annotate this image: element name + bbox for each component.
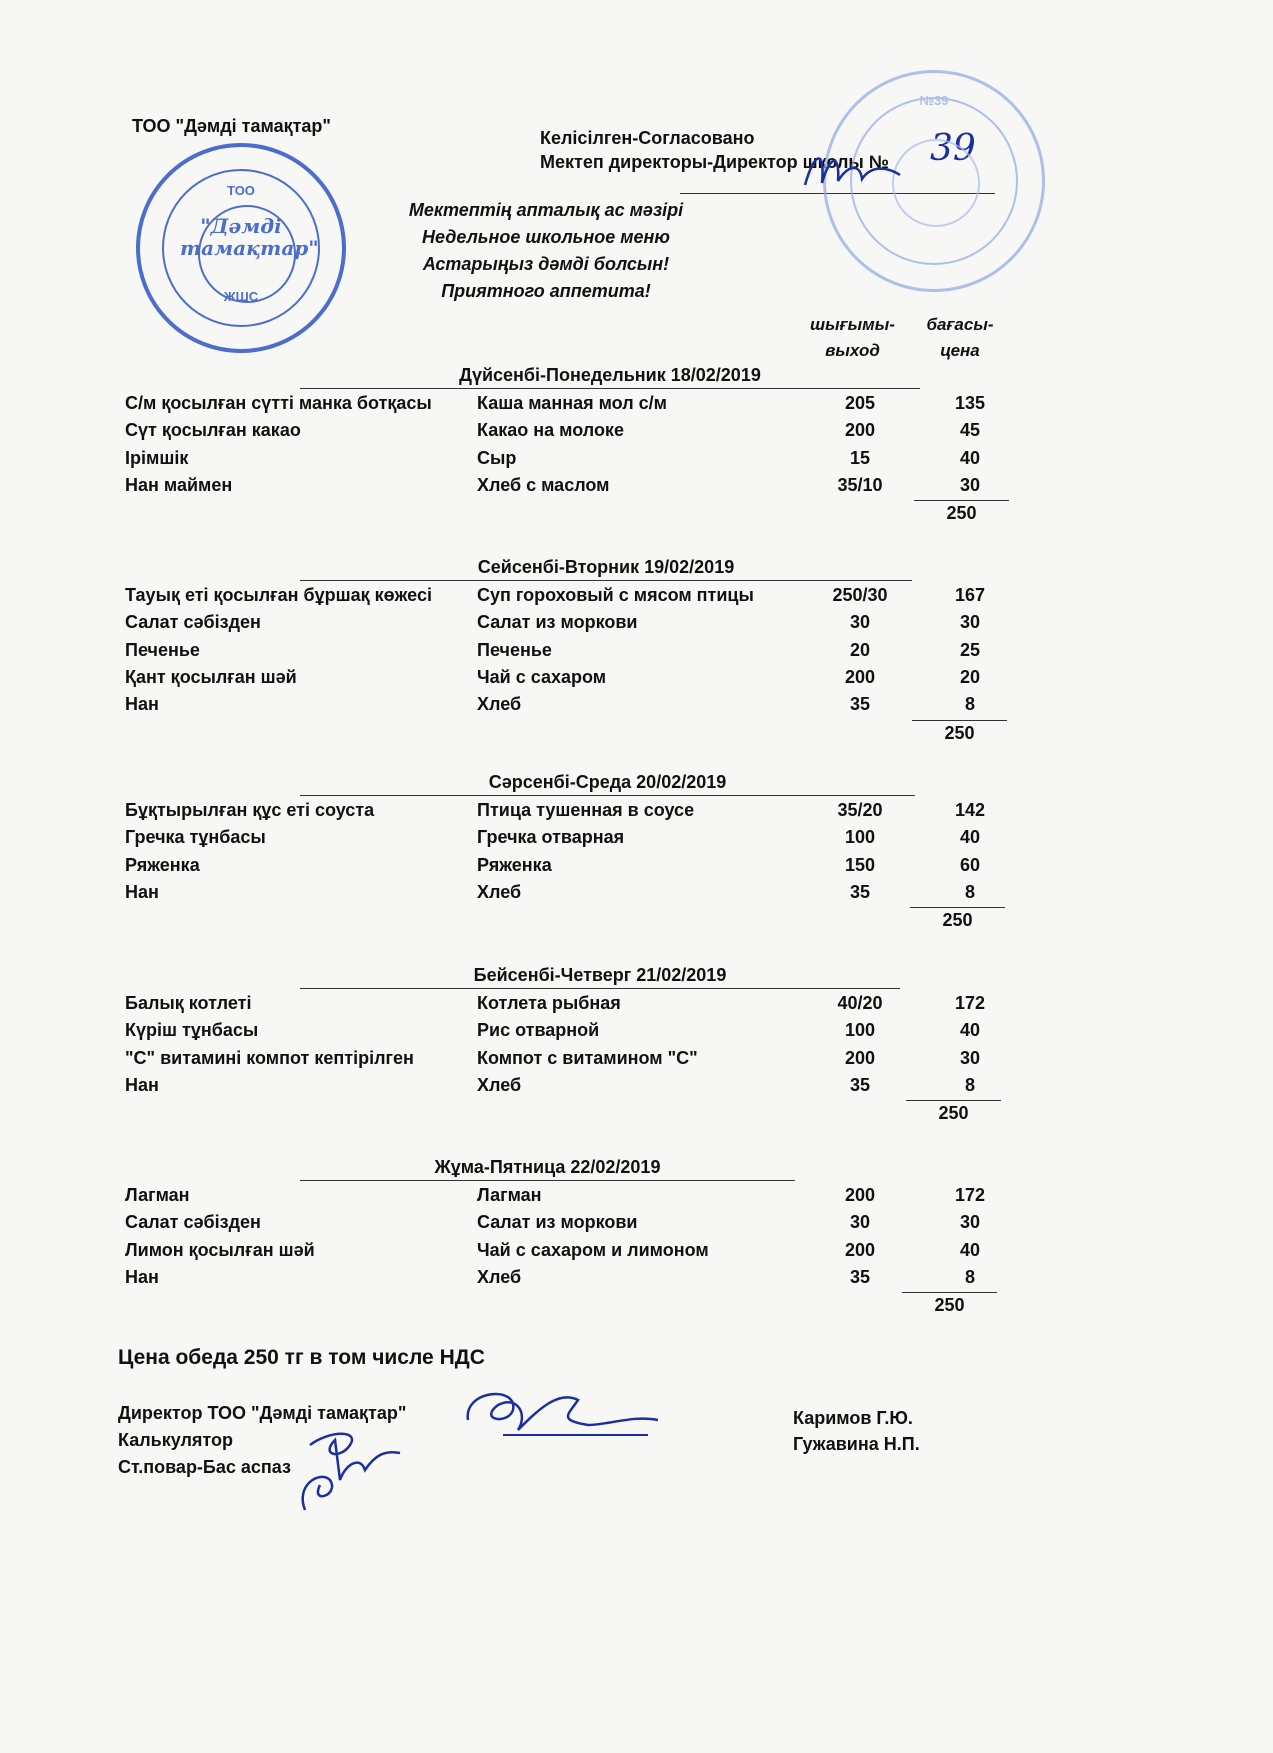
dish-name-ru: Хлеб bbox=[477, 1074, 522, 1095]
company-seal bbox=[136, 143, 346, 353]
dish-price: 167 bbox=[954, 585, 986, 605]
lunch-price-note: Цена обеда 250 тг в том числе НДС bbox=[118, 1346, 485, 1369]
menu-row bbox=[125, 1267, 1025, 1294]
price-header-ru: цена bbox=[940, 341, 980, 360]
dish-price: 40 bbox=[959, 1020, 981, 1041]
dish-output: 15 bbox=[849, 447, 871, 468]
dish-output: 205 bbox=[844, 393, 876, 413]
day-title: Сәрсенбі-Среда 20/02/2019 bbox=[300, 772, 915, 796]
output-header-kz: шығымы- bbox=[810, 315, 895, 334]
dish-name-kz: Гречка тұнбасы bbox=[125, 827, 266, 848]
menu-row bbox=[125, 993, 1025, 1020]
dish-output: 30 bbox=[849, 612, 871, 633]
menu-row bbox=[125, 1185, 1025, 1212]
dish-name-kz: Лагман bbox=[125, 1185, 190, 1205]
dish-name-kz: Нан bbox=[125, 694, 159, 715]
menu-row bbox=[125, 1212, 1025, 1239]
seal-bottom-text: ЖШС bbox=[223, 289, 259, 304]
output-header-ru: выход bbox=[825, 341, 880, 360]
dish-name-ru: Салат из моркови bbox=[477, 612, 638, 633]
dish-price: 40 bbox=[959, 827, 981, 848]
dish-output: 250/30 bbox=[832, 585, 888, 605]
menu-title-ru: Недельное школьное меню bbox=[421, 227, 670, 247]
dish-name-kz: Балық котлеті bbox=[125, 993, 252, 1013]
wish-ru: Приятного аппетита! bbox=[441, 281, 651, 301]
dish-name-kz: Күріш тұнбасы bbox=[125, 1020, 259, 1041]
wish-kz: Астарыңыз дәмді болсын! bbox=[422, 254, 670, 274]
dish-name-ru: Компот с витамином "С" bbox=[477, 1047, 698, 1068]
dish-name-kz: Салат сәбізден bbox=[125, 1212, 261, 1233]
dish-name-ru: Рис отварной bbox=[477, 1020, 600, 1041]
day-total: 250 bbox=[902, 1292, 997, 1316]
dish-name-ru: Чай с сахаром bbox=[477, 666, 607, 687]
chef-label: Ст.повар-Бас аспаз bbox=[118, 1457, 291, 1477]
school-director-label: Мектеп директоры-Директор школы № bbox=[540, 152, 889, 172]
director-label: Директор ТОО "Дәмді тамақтар" bbox=[118, 1403, 407, 1423]
day-title: Дүйсенбі-Понедельник 18/02/2019 bbox=[300, 365, 920, 389]
dish-name-kz: Бұқтырылған құс еті соуста bbox=[125, 800, 375, 820]
dish-name-kz: Сүт қосылған какао bbox=[125, 420, 301, 441]
dish-name-kz: Нан bbox=[125, 1074, 159, 1095]
dish-name-ru: Хлеб bbox=[477, 694, 522, 715]
day-total: 250 bbox=[906, 1100, 1001, 1124]
menu-row bbox=[125, 585, 1025, 612]
menu-row bbox=[125, 1020, 1025, 1047]
dish-price: 172 bbox=[954, 1185, 986, 1205]
menu-row bbox=[125, 1048, 1025, 1075]
dish-price: 30 bbox=[959, 1047, 981, 1068]
dish-name-kz: Тауық еті қосылған бұршақ көжесі bbox=[125, 585, 432, 605]
menu-row bbox=[125, 612, 1025, 639]
dish-price: 30 bbox=[959, 612, 981, 633]
menu-row bbox=[125, 1240, 1025, 1267]
calculator-signature bbox=[290, 1425, 410, 1515]
dish-output: 200 bbox=[844, 420, 876, 441]
dish-name-ru: Какао на молоке bbox=[477, 420, 624, 441]
director-signature bbox=[458, 1380, 668, 1455]
director-name: Каримов Г.Ю. bbox=[793, 1408, 913, 1428]
day-title: Жұма-Пятница 22/02/2019 bbox=[300, 1157, 795, 1181]
dish-output: 150 bbox=[844, 854, 876, 875]
menu-row bbox=[125, 827, 1025, 854]
dish-name-kz: "С" витамині компот кептірілген bbox=[125, 1047, 414, 1068]
dish-output: 200 bbox=[844, 666, 876, 687]
dish-output: 200 bbox=[844, 1239, 876, 1260]
dish-price: 135 bbox=[954, 393, 986, 413]
menu-row bbox=[125, 1075, 1025, 1102]
day-title: Бейсенбі-Четверг 21/02/2019 bbox=[300, 965, 900, 989]
dish-name-kz: Лимон қосылған шәй bbox=[125, 1239, 315, 1260]
dish-name-kz: Салат сәбізден bbox=[125, 612, 261, 633]
dish-output: 35 bbox=[849, 1266, 871, 1287]
company-name: ТОО "Дәмді тамақтар" bbox=[132, 116, 331, 136]
calculator-label: Калькулятор bbox=[118, 1430, 234, 1450]
dish-name-ru: Ряженка bbox=[477, 854, 552, 875]
dish-output: 30 bbox=[849, 1212, 871, 1233]
dish-price: 40 bbox=[959, 447, 981, 468]
school-number: 39 bbox=[930, 128, 976, 169]
menu-title-kz: Мектептің апталық ас мәзірі bbox=[408, 200, 684, 220]
approved-label: Келісілген-Согласовано bbox=[540, 128, 755, 148]
dish-name-ru: Хлеб с маслом bbox=[477, 474, 610, 495]
dish-price: 30 bbox=[959, 1212, 981, 1233]
school-director-signature bbox=[800, 145, 910, 195]
price-column-header bbox=[905, 312, 1015, 364]
dish-price: 172 bbox=[954, 993, 986, 1013]
dish-name-ru: Хлеб bbox=[477, 881, 522, 902]
menu-row bbox=[125, 855, 1025, 882]
seal-top-text: ТОО bbox=[227, 183, 255, 198]
output-column-header bbox=[790, 312, 915, 364]
dish-price: 45 bbox=[959, 420, 981, 441]
dish-price: 30 bbox=[959, 474, 981, 495]
dish-output: 200 bbox=[844, 1185, 876, 1205]
dish-name-kz: Ряженка bbox=[125, 854, 200, 875]
dish-name-kz: Нан bbox=[125, 881, 159, 902]
dish-name-kz: Нан маймен bbox=[125, 474, 233, 495]
dish-output: 40/20 bbox=[837, 993, 883, 1013]
school-seal-number: №39 bbox=[919, 93, 949, 108]
day-total: 250 bbox=[912, 720, 1007, 744]
dish-output: 20 bbox=[849, 639, 871, 660]
dish-name-kz: Нан bbox=[125, 1266, 159, 1287]
dish-name-ru: Гречка отварная bbox=[477, 827, 625, 848]
menu-row bbox=[125, 448, 1025, 475]
dish-price: 8 bbox=[964, 881, 975, 902]
day-total: 250 bbox=[910, 907, 1005, 931]
menu-row bbox=[125, 667, 1025, 694]
dish-name-ru: Котлета рыбная bbox=[477, 993, 621, 1013]
dish-price: 8 bbox=[964, 1266, 975, 1287]
dish-output: 100 bbox=[844, 1020, 876, 1041]
seal-main-text: "Дәмді тамақтар" bbox=[180, 214, 319, 260]
menu-row bbox=[125, 420, 1025, 447]
menu-row bbox=[125, 800, 1025, 827]
dish-name-kz: Ірімшік bbox=[125, 447, 189, 468]
dish-output: 35 bbox=[849, 1074, 871, 1095]
dish-name-ru: Суп гороховый с мясом птицы bbox=[477, 585, 754, 605]
dish-price: 8 bbox=[964, 1074, 975, 1095]
menu-row bbox=[125, 694, 1025, 721]
dish-output: 35 bbox=[849, 881, 871, 902]
dish-output: 35/20 bbox=[837, 800, 883, 820]
dish-name-ru: Лагман bbox=[477, 1185, 542, 1205]
dish-name-ru: Сыр bbox=[477, 447, 517, 468]
dish-price: 8 bbox=[964, 694, 975, 715]
dish-name-kz: С/м қосылған сүтті манка ботқасы bbox=[125, 393, 432, 413]
dish-name-ru: Хлеб bbox=[477, 1266, 522, 1287]
dish-name-ru: Чай с сахаром и лимоном bbox=[477, 1239, 709, 1260]
dish-name-ru: Каша манная мол с/м bbox=[477, 393, 667, 413]
dish-name-ru: Птица тушенная в соусе bbox=[477, 800, 695, 820]
day-title: Сейсенбі-Вторник 19/02/2019 bbox=[300, 557, 912, 581]
dish-price: 25 bbox=[959, 639, 981, 660]
dish-price: 20 bbox=[959, 666, 981, 687]
menu-row bbox=[125, 882, 1025, 909]
dish-name-kz: Қант қосылған шәй bbox=[125, 666, 297, 687]
dish-output: 35 bbox=[849, 694, 871, 715]
day-total: 250 bbox=[914, 500, 1009, 524]
price-header-kz: бағасы- bbox=[926, 315, 994, 334]
calculator-name: Гужавина Н.П. bbox=[793, 1434, 920, 1454]
dish-output: 100 bbox=[844, 827, 876, 848]
dish-price: 40 bbox=[959, 1239, 981, 1260]
dish-name-ru: Печенье bbox=[477, 639, 552, 660]
menu-row bbox=[125, 640, 1025, 667]
dish-price: 142 bbox=[954, 800, 986, 820]
dish-output: 200 bbox=[844, 1047, 876, 1068]
menu-row bbox=[125, 475, 1025, 502]
dish-price: 60 bbox=[959, 854, 981, 875]
dish-name-ru: Салат из моркови bbox=[477, 1212, 638, 1233]
dish-name-kz: Печенье bbox=[125, 639, 200, 660]
menu-row bbox=[125, 393, 1025, 420]
dish-output: 35/10 bbox=[837, 474, 883, 495]
